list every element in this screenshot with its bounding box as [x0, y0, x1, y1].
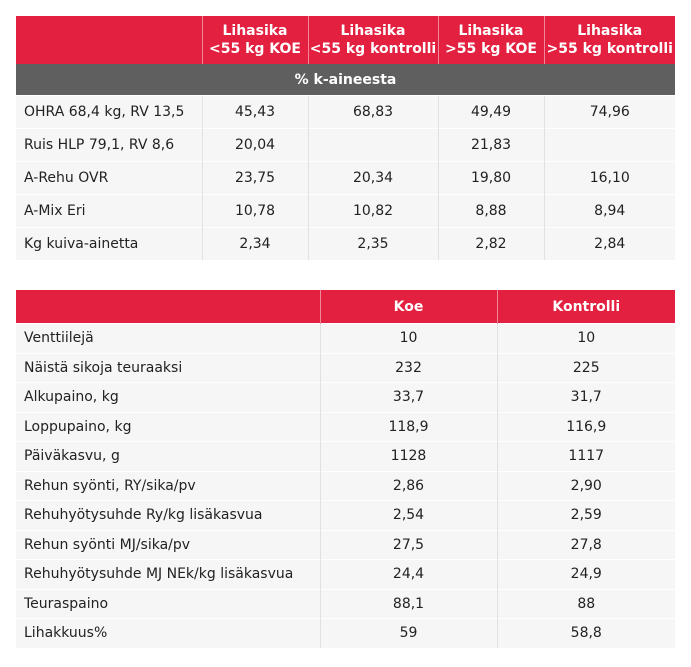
row-label: Venttiilejä	[16, 324, 320, 354]
table-row	[16, 589, 675, 619]
cell-value: 1128	[320, 442, 497, 472]
cell-value: 2,54	[320, 501, 497, 531]
cell-value: 2,86	[320, 471, 497, 501]
row-label: Rehuhyötysuhde Ry/kg lisäkasvua	[16, 501, 320, 531]
cell-value: 27,8	[497, 530, 675, 560]
cell-value: 118,9	[320, 412, 497, 442]
table-row	[16, 501, 675, 531]
header-cell: Lihasika <55 kg KOE	[202, 16, 308, 64]
row-label: Rehun syönti MJ/sika/pv	[16, 530, 320, 560]
results-table-header-row	[16, 290, 675, 324]
cell-value: 2,59	[497, 501, 675, 531]
table-row	[16, 162, 675, 195]
cell-value: 116,9	[497, 412, 675, 442]
row-label: Rehuhyötysuhde MJ NEk/kg lisäkasvua	[16, 560, 320, 590]
header-cell: Lihasika >55 kg kontrolli	[544, 16, 675, 64]
row-label: Kg kuiva-ainetta	[16, 228, 202, 261]
cell-value: 33,7	[320, 383, 497, 413]
cell-value: 68,83	[308, 96, 438, 129]
table-row	[16, 383, 675, 413]
table-row	[16, 228, 675, 261]
unit-subheader-row	[16, 64, 675, 96]
cell-value: 45,43	[202, 96, 308, 129]
cell-value: 49,49	[438, 96, 544, 129]
cell-value: 20,34	[308, 162, 438, 195]
header-cell-kontrolli: Kontrolli	[497, 290, 675, 324]
results-table	[16, 290, 675, 648]
header-cell-empty	[16, 290, 320, 324]
table-row	[16, 530, 675, 560]
table-row	[16, 353, 675, 383]
cell-value: 59	[320, 619, 497, 648]
cell-value: 8,88	[438, 195, 544, 228]
cell-value: 10	[320, 324, 497, 354]
cell-value: 16,10	[544, 162, 675, 195]
cell-value: 58,8	[497, 619, 675, 648]
cell-value: 2,34	[202, 228, 308, 261]
cell-value: 23,75	[202, 162, 308, 195]
row-label: A-Rehu OVR	[16, 162, 202, 195]
feed-composition-table	[16, 16, 675, 260]
cell-value: 21,83	[438, 129, 544, 162]
table-row	[16, 195, 675, 228]
cell-value: 2,84	[544, 228, 675, 261]
cell-value: 74,96	[544, 96, 675, 129]
cell-value: 2,35	[308, 228, 438, 261]
row-label: Päiväkasvu, g	[16, 442, 320, 472]
row-label: Alkupaino, kg	[16, 383, 320, 413]
header-cell-empty	[16, 16, 202, 64]
cell-value: 2,90	[497, 471, 675, 501]
cell-value: 1117	[497, 442, 675, 472]
cell-value: 24,4	[320, 560, 497, 590]
table-row	[16, 619, 675, 648]
cell-value: 88,1	[320, 589, 497, 619]
cell-value: 10,82	[308, 195, 438, 228]
cell-value: 8,94	[544, 195, 675, 228]
header-cell: Lihasika <55 kg kontrolli	[308, 16, 438, 64]
table-row	[16, 412, 675, 442]
row-label: Näistä sikoja teuraaksi	[16, 353, 320, 383]
cell-value: 20,04	[202, 129, 308, 162]
row-label: Teuraspaino	[16, 589, 320, 619]
row-label: Lihakkuus%	[16, 619, 320, 648]
row-label: Loppupaino, kg	[16, 412, 320, 442]
table-row	[16, 442, 675, 472]
table-row	[16, 96, 675, 129]
row-label: Rehun syönti, RY/sika/pv	[16, 471, 320, 501]
table-row	[16, 324, 675, 354]
cell-value: 27,5	[320, 530, 497, 560]
cell-value: 88	[497, 589, 675, 619]
unit-subheader: % k-aineesta	[16, 64, 675, 96]
row-label: A-Mix Eri	[16, 195, 202, 228]
cell-value: 10	[497, 324, 675, 354]
table-row	[16, 471, 675, 501]
cell-value: 24,9	[497, 560, 675, 590]
header-cell-koe: Koe	[320, 290, 497, 324]
cell-value: 225	[497, 353, 675, 383]
cell-value: 10,78	[202, 195, 308, 228]
header-cell: Lihasika >55 kg KOE	[438, 16, 544, 64]
table-row	[16, 129, 675, 162]
feed-table-header-row	[16, 16, 675, 64]
cell-value: 31,7	[497, 383, 675, 413]
row-label: Ruis HLP 79,1, RV 8,6	[16, 129, 202, 162]
cell-value: 2,82	[438, 228, 544, 261]
cell-value	[308, 129, 438, 162]
row-label: OHRA 68,4 kg, RV 13,5	[16, 96, 202, 129]
cell-value	[544, 129, 675, 162]
cell-value: 232	[320, 353, 497, 383]
table-row	[16, 560, 675, 590]
cell-value: 19,80	[438, 162, 544, 195]
